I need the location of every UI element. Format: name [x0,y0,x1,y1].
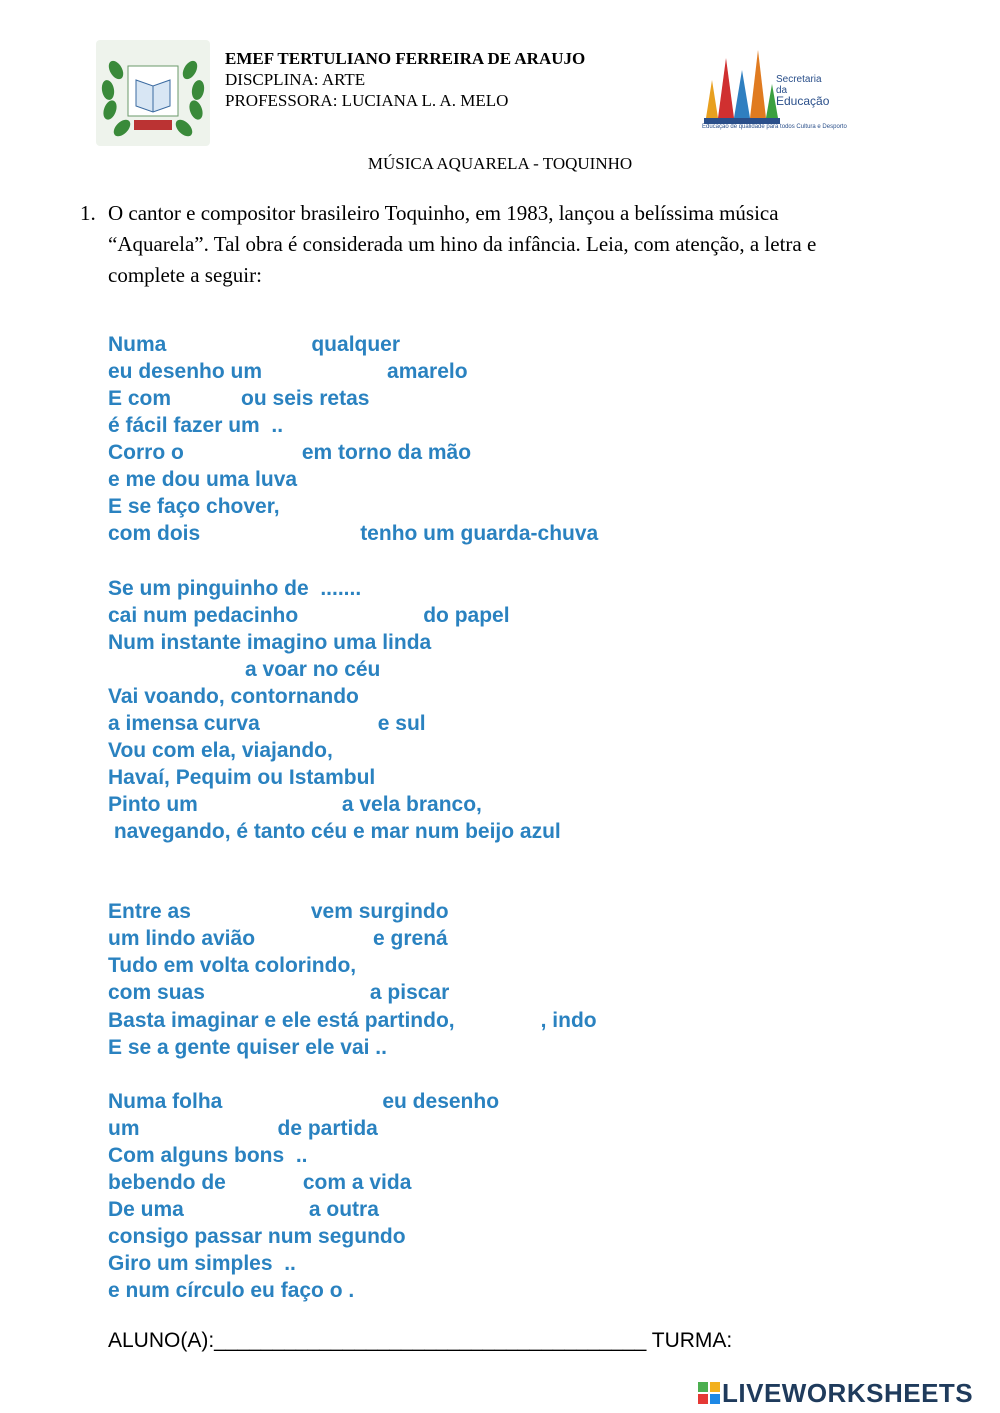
lyric-fragment: bebendo de [108,1171,226,1194]
lyric-fragment: do papel [423,604,510,627]
lyric-fragment: E com [108,387,172,410]
question-number: 1. [80,201,96,225]
secretariat-line-1: Secretaria da [776,74,822,96]
lyric-fragment: vem surgindo [310,900,449,923]
lyric-fragment: E se faço chover, [108,495,280,518]
lyric-line [108,331,400,358]
lyric-fragment: em torno da mão [301,441,472,464]
lyric-fragment: tenho um guarda-chuva [360,522,599,545]
lyric-fragment: Com alguns bons .. [108,1144,308,1167]
document-title: MÚSICA AQUARELA - TOQUINHO [367,154,633,173]
lyric-fragment: a vela branco, [341,793,482,816]
lyric-line [108,1223,406,1250]
lyric-line [108,683,359,710]
question-line: complete a seguir: [108,263,262,287]
discipline: DISCPLINA: ARTE [225,70,366,89]
lyric-line [108,1115,378,1142]
lyric-fragment: qualquer [311,333,401,356]
question-line: “Aquarela”. Tal obra é considerada um hino da infância. Leia, com atenção, a letra e [108,232,817,256]
lyric-fragment: ou seis retas [241,387,370,410]
secretariat-logo [700,40,847,132]
lyric-fragment: cai num pedacinho [108,604,299,627]
liveworksheets-brand: LIVEWORKSHEETS [722,1377,974,1408]
lyric-fragment: Numa [108,333,167,356]
secretariat-line-3: Educação de qualidade para todos [702,124,795,130]
lyric-line [108,925,448,952]
lyric-line [108,764,375,791]
lyric-fragment: , indo [540,1009,597,1032]
lyric-line [108,602,510,629]
lyric-fragment: Se um pinguinho de ....... [108,577,362,600]
lyric-fragment: Basta imaginar e ele está partindo, [108,1009,455,1032]
lyric-fragment: com suas [108,981,205,1004]
lyric-fragment: Vai voando, contornando [108,685,359,708]
liveworksheets-logo [698,1378,973,1408]
lyric-fragment: com a vida [302,1171,412,1194]
lyric-fragment: Havaí, Pequim ou Istambul [108,766,376,789]
lyric-fragment: Pinto um [108,793,198,816]
lyric-line [108,1196,379,1223]
lyric-fragment: Num instante imagino uma linda [108,631,432,654]
lyric-line [108,710,426,737]
lyric-line [108,439,471,466]
lyric-fragment: um lindo avião [108,927,256,950]
lyric-line [108,575,361,602]
lyric-fragment: Entre as [108,900,191,923]
lyric-fragment: com dois [108,522,201,545]
lyric-line [108,493,280,520]
lyric-fragment: Tudo em volta colorindo, [108,954,357,977]
lyric-line [108,818,561,845]
lyric-line [108,358,468,385]
lyric-line [108,1034,387,1061]
lyric-fragment: eu desenho um [108,360,263,383]
lyric-fragment: Numa folha [108,1090,223,1113]
lyric-fragment: Giro um simples .. [108,1252,296,1275]
lyric-fragment: a outra [308,1198,379,1221]
lyric-fragment: a voar no céu [245,658,381,681]
lyric-fragment: Vou com ela, viajando, [108,739,333,762]
lyric-line [108,1250,296,1277]
lyric-fragment: e sul [377,712,426,735]
lyric-fragment: Corro o [108,441,184,464]
lyric-line [108,412,283,439]
lyric-line [108,952,356,979]
lyric-fragment: e num círculo eu faço o . [108,1279,355,1302]
lyric-line [108,791,482,818]
lyric-line [108,1088,499,1115]
school-name: EMEF TERTULIANO FERREIRA DE ARAUJO [225,49,586,68]
lyric-fragment: De uma [108,1198,184,1221]
lyric-line [108,466,297,493]
secretariat-line-2: Educação [776,94,830,108]
lyric-line [108,898,449,925]
lyric-line [108,1007,597,1034]
question-line: O cantor e compositor brasileiro Toquinho, em 1983, lançou a belíssima música [108,201,779,225]
lyric-line [108,1277,354,1304]
lyric-line [108,520,598,547]
lyric-line [108,629,431,656]
lyric-line [108,1169,411,1196]
lyric-fragment: consigo passar num segundo [108,1225,406,1248]
lyric-line [108,385,369,412]
lyric-fragment: é fácil fazer um .. [108,414,284,437]
lyric-fragment: amarelo [387,360,468,383]
lyric-fragment: a piscar [369,981,450,1004]
header-info [225,48,585,111]
lyric-fragment: navegando, é tanto céu e mar num beijo azul [108,820,561,843]
lyric-fragment: eu desenho [382,1090,500,1113]
lyric-line [108,979,449,1006]
lyric-line [108,656,380,683]
liveworksheets-icon [698,1382,720,1404]
lyric-line [108,737,333,764]
lyric-fragment: a imensa curva [108,712,260,735]
lyric-fragment: E se a gente quiser ele vai .. [108,1036,387,1059]
student-name-field[interactable]: ALUNO(A):_____________________________________ TURMA: [108,1329,733,1352]
lyric-fragment: e me dou uma luva [108,468,298,491]
lyric-fragment: um [108,1117,140,1140]
school-logo [96,40,210,146]
lyric-fragment: e grená [373,927,448,950]
question-text [108,198,928,291]
teacher: PROFESSORA: LUCIANA L. A. MELO [225,91,509,110]
lyric-line [108,1142,308,1169]
secretariat-line-4: Cultura e Desporto [796,124,847,130]
lyric-fragment: de partida [277,1117,378,1140]
